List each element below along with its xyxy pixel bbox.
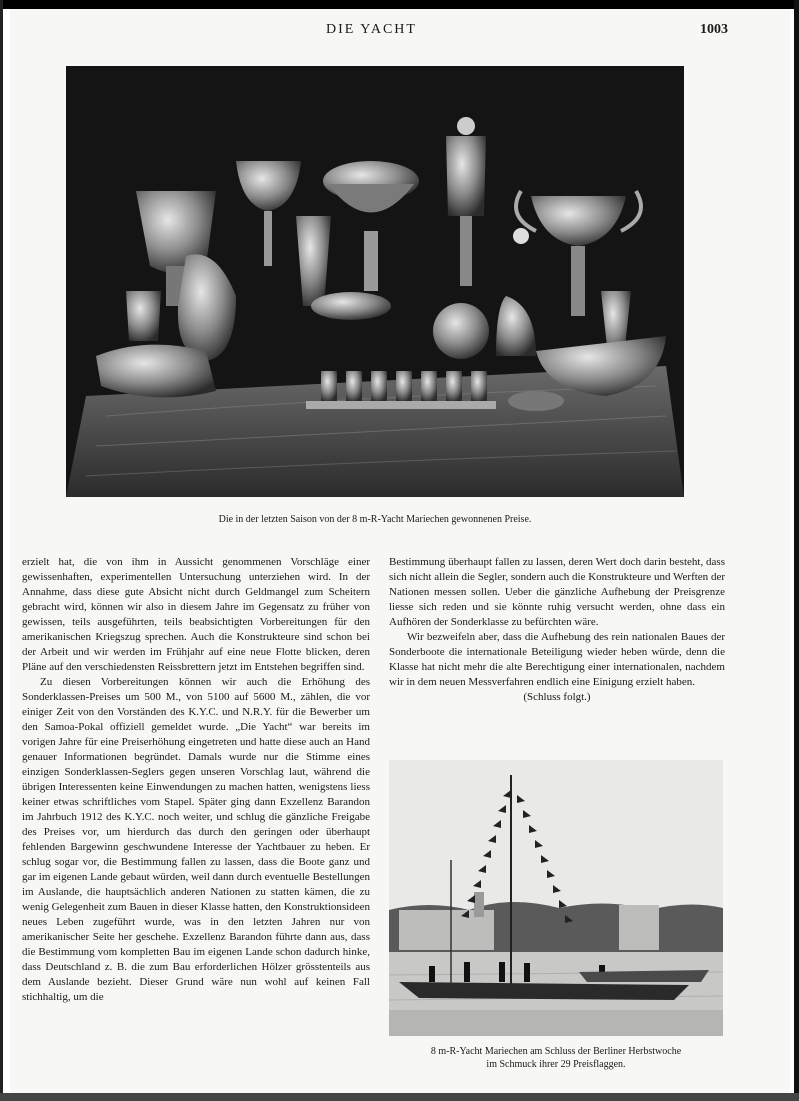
scan-bottom-border (0, 1093, 799, 1101)
article-paragraph: Zu diesen Vorbereitungen können wir auch die Erhöhung des Sonderklassen-Preises um 500 M., von 5100 auf 5600 M., zählen, die vor einiger Zeit von den Vorständen des K.Y.C. und N.R.Y. für die Bewerber um den Samoa-Pokal offiziell gemeldet wurde. „Die Yacht“ war bereits im vorigen Jahre für eine Preiserhöhung eingetreten und hatte diese auch an Hand genauer Informationen begründet. Damals wurde nur die Stimme eines einzigen Sonderklassen-Seglers gegen unseren Vorschlag laut, während die übrigen Interessenten keine Einwendungen zu machen hatten, wenigstens liess keiner etwas schriftliches vom Stapel. Später ging dann Exzellenz Barandon im Jahrbuch 1912 des K.Y.C. noch weiter, und schlug die gänzliche Freigabe des Preises vor, um hierdurch das durch den geringen oder überhaupt fehlenden Bargewinn geschwundene Interesse der Yachtbauer zu heben. Er schlug sogar vor, die Bestimmung fallen zu lassen, dass die Boote ganz und gar im eigenen Lande gebaut würden, weil dann durch eventuelle Bestellungen im Auslande, die hauptsächlich anderen Nationen zu statten kämen, die zu wenig Gelegenheit zum Bauen in dieser Klasse hatten, den Konstruktionsideen neues Leben zugeführt wurde, was in den letzten Jahren nur von amerikanischer Seite her geschehe. Exzellenz Barandon führte dann aus, dass die Bestimmung vom kompletten Bau im eigenen Lande schon dadurch hinke, dass Deutschland z. B. die zum Bau erforderlichen Hölzer grösstenteils aus dem Auslande bezieht. Dieser Grund wäre nun wohl auf keinen Fall stichhaltig, um die (22, 676, 370, 1003)
yacht-caption-line-1: 8 m-R-Yacht Mariechen am Schluss der Berliner Herbstwoche (430, 1046, 682, 1057)
trophies-photo-caption: Die in der letzten Saison von der 8 m-R-Yacht Mariechen gewonnenen Preise. (218, 514, 532, 525)
article-paragraph: Bestimmung überhaupt fallen zu lassen, deren Wert doch darin besteht, dass sich nicht allein die Segler, sondern auch die Konstrukteure und Werften der Nationen messen sollen. Ueber die gänzliche Aufhebung der Preisgrenze liesse sich reden und sie könnte ruhig versucht werden, ohne dass ein Aufhören der Sonderklasse zu befürchten wäre. (389, 556, 725, 628)
trophies-illustration (66, 66, 684, 497)
continuation-note: (Schluss folgt.) (523, 691, 591, 703)
yacht-photo (389, 760, 723, 1036)
article-paragraph: Wir bezweifeln aber, dass die Aufhebung des rein nationalen Baues der Sonderboote die internationale Beteiligung wieder heben würde, denn die Klasse hat nicht mehr die alte Berechtigung einer internationalen, nachdem wir in dem neuen Messverfahren endlich eine Einigung erzielt haben. (389, 631, 725, 688)
yacht-caption-line-2: im Schmuck ihrer 29 Preisflaggen. (486, 1059, 626, 1070)
page-number: 1003 (700, 22, 728, 37)
scan-right-border (794, 0, 799, 1101)
scan-top-border (0, 0, 799, 9)
article-column-left (22, 555, 370, 1005)
article-paragraph: erzielt hat, die von ihm in Aussicht genommenen Vorschläge einer gewissenhaften, experimentellen Untersuchung unterziehen wird. In der Annahme, dass diese gute Absicht nicht durch Geldmangel zum Scheitern gebracht wird, können wir also in diesem Jahre im Gegensatz zu früher von gewissen, teils ausgeführten, teils beabsichtigten Vorbereitungen für den amerikanischen Kriegszug sprechen. Auch die Konstrukteure sind schon bei der Arbeit und wir werden im Frühjahr auf eine neue Flotte blicken, deren Pläne auf den verschiedensten Reissbrettern jetzt im Entstehen begriffen sind. (22, 556, 370, 673)
running-head: DIE YACHT (326, 22, 417, 37)
yacht-illustration (389, 760, 723, 1036)
yacht-photo-caption (389, 1045, 723, 1071)
article-column-right (389, 555, 725, 705)
scan-left-border (0, 0, 3, 1101)
trophies-photo (66, 66, 684, 497)
